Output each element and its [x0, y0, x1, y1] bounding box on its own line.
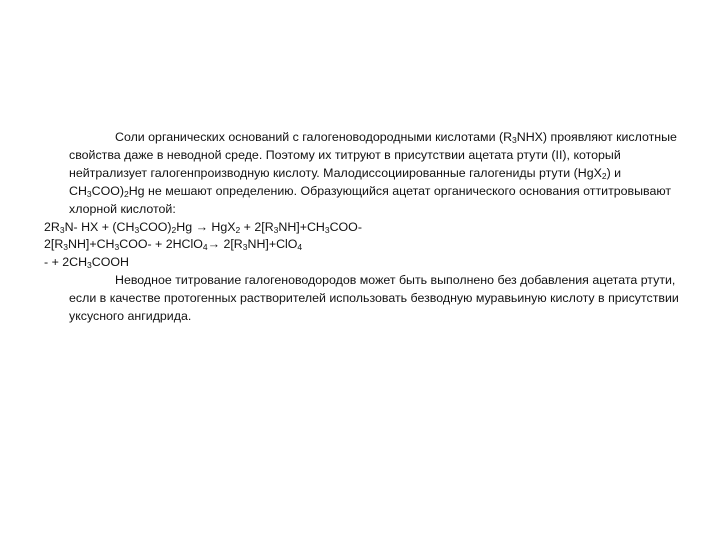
subscript: 3	[63, 242, 69, 253]
equation-perchloric-titration	[44, 236, 684, 254]
equation-mercury-acetate-reaction	[44, 219, 684, 237]
paragraph-halide-salts	[44, 129, 684, 219]
text-run: Hg → HgX	[176, 219, 236, 234]
text-run: NH]+ClO	[247, 237, 298, 252]
subscript: 4	[297, 242, 303, 253]
subscript: 3	[134, 224, 140, 235]
slide-text	[44, 129, 684, 326]
text-run: COO-	[329, 219, 362, 234]
subscript: 3	[324, 224, 330, 235]
paragraph-nonaqueous-titration: Неводное титрование галогеноводородов может быть выполнено без добавления ацетата ртути, если в качестве протогенных растворителей использовать безводную муравьиную кислоту в присутствии уксусного ангидрида.	[69, 273, 679, 324]
subscript: 2	[235, 224, 241, 235]
subscript: 3	[86, 188, 92, 199]
equation-continuation	[44, 254, 684, 272]
text-run: NH]+CH	[278, 219, 325, 234]
subscript: 3	[242, 242, 248, 253]
text-run: NH]+CH	[68, 237, 115, 252]
subscript: 3	[273, 224, 279, 235]
subscript: 3	[87, 260, 92, 271]
subscript: 3	[512, 135, 517, 145]
subscript: 2	[171, 224, 177, 235]
text-run: 2[R	[44, 237, 64, 252]
text-run: COO- + 2HClO	[119, 237, 203, 252]
text-run: 2R	[44, 219, 60, 234]
text-run: COO)	[91, 183, 124, 198]
text-run: COO)	[139, 219, 172, 234]
text-run: → 2[R	[207, 237, 243, 252]
subscript: 4	[202, 242, 208, 253]
subscript: 3	[59, 224, 65, 235]
text-run: Соли органических оснований с галогеноводородными кислотами (R	[115, 130, 513, 144]
subscript: 2	[124, 188, 129, 199]
text-run: COOH	[91, 255, 129, 270]
text-run: N- HX + (CH	[64, 219, 135, 234]
subscript: 3	[114, 242, 120, 253]
text-run: Hg не мешают определению. Образующийся ацетат органического основания оттитровывают хлорной кислотой:	[69, 183, 672, 216]
text-run: + 2[R	[240, 219, 274, 234]
text-run: NHX) проявляют кислотные свойства даже в неводной среде. Поэтому их титруют в присутствии ацетата ртути (II), который нейтрализует галогенпроизводную кислоту. Малодиссоциированные галогениды ртути (HgX	[69, 130, 677, 180]
text-run: - + 2CH	[44, 255, 88, 270]
text-run: ) и CH	[69, 165, 622, 198]
subscript: 2	[601, 170, 607, 181]
